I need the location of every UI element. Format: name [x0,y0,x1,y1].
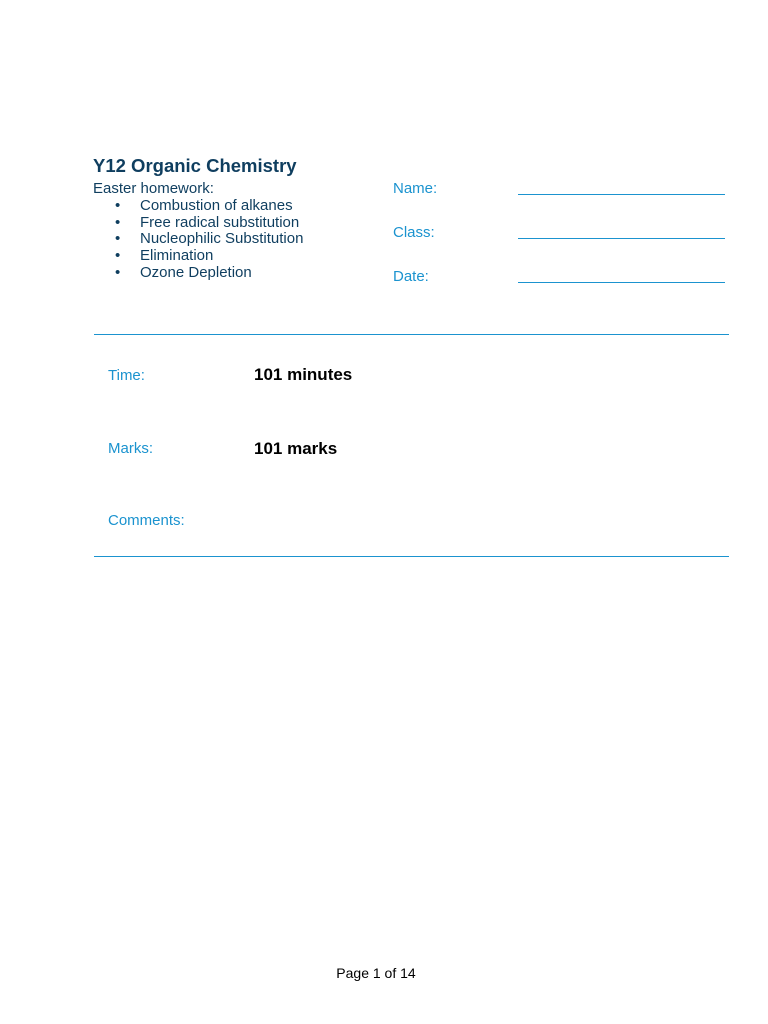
list-item [93,215,303,232]
bullet-icon: • [115,197,121,214]
bottom-divider [94,556,729,557]
marks-label: Marks: [108,440,153,457]
time-value: 101 minutes [254,365,353,384]
marks-value: 101 marks [254,439,338,458]
homework-subtitle: Easter homework: [93,180,214,197]
topic-label: Elimination [140,247,214,265]
top-divider [94,334,729,335]
topic-list [93,198,303,281]
list-item [93,248,303,265]
comments-label: Comments: [108,512,185,529]
class-label: Class: [393,224,435,241]
bullet-icon: • [115,230,121,248]
list-item [93,231,303,248]
bullet-icon: • [115,213,121,231]
bullet-icon: • [115,247,121,265]
topic-label: Combustion of alkanes [140,197,293,214]
document-title: Y12 Organic Chemistry [93,155,297,176]
topic-label: Free radical substitution [140,213,300,231]
name-field[interactable] [518,194,725,195]
bullet-icon: • [115,263,121,281]
topic-label: Ozone Depletion [140,263,252,281]
topic-label: Nucleophilic Substitution [140,230,304,248]
list-item [93,265,303,282]
time-label: Time: [108,367,145,384]
date-label: Date: [393,268,429,285]
date-field[interactable] [518,282,725,283]
class-field[interactable] [518,238,725,239]
list-item [93,198,303,215]
page-number: Page 1 of 14 [336,965,416,981]
name-label: Name: [393,180,438,197]
